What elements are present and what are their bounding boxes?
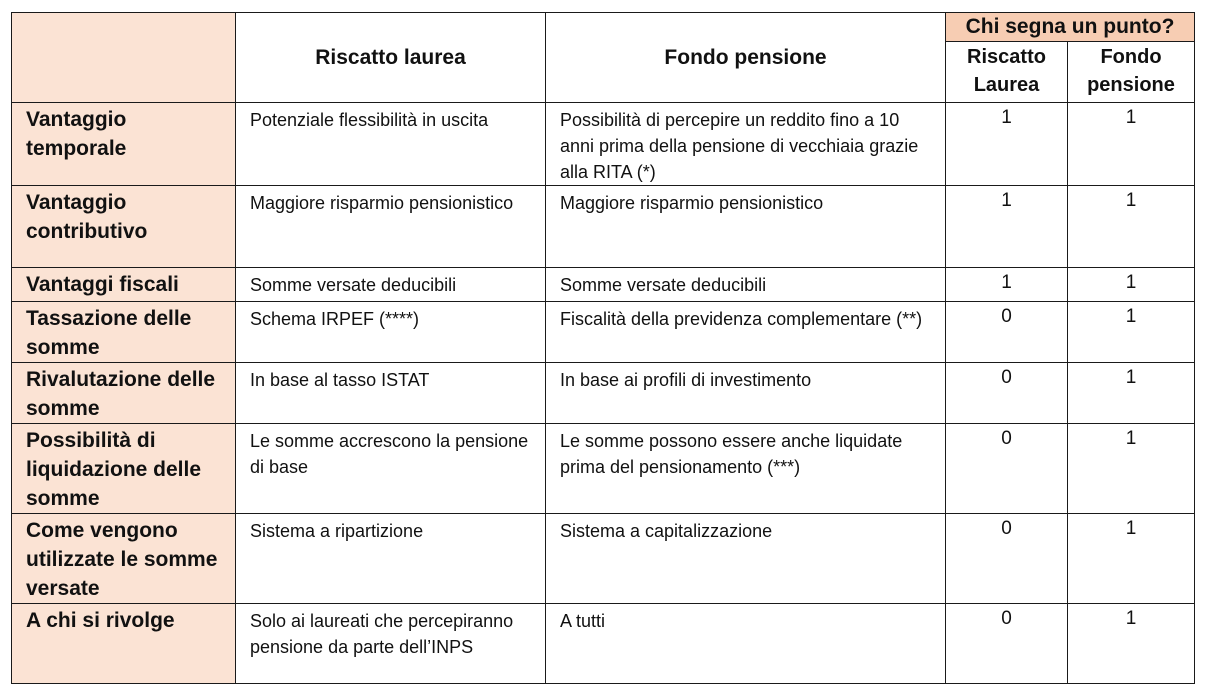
comparison-table	[11, 12, 1195, 684]
score-fondo: 1	[1068, 103, 1195, 186]
fondo-cell: Sistema a capitalizzazione	[546, 514, 946, 604]
table-row	[12, 514, 1195, 604]
fondo-cell: Fiscalità della previdenza complementare (**)	[546, 302, 946, 363]
score-riscatto: 0	[946, 302, 1068, 363]
riscatto-cell: Solo ai laureati che percepiranno pensione da parte dell’INPS	[236, 604, 546, 684]
score-riscatto: 0	[946, 424, 1068, 514]
riscatto-cell: Schema IRPEF (****)	[236, 302, 546, 363]
score-fondo: 1	[1068, 514, 1195, 604]
fondo-cell: In base ai profili di investimento	[546, 363, 946, 424]
header-fondo-pensione: Fondo pensione	[546, 13, 946, 103]
row-label: Vantaggio contributivo	[12, 186, 236, 268]
row-label: Rivalutazione delle somme	[12, 363, 236, 424]
riscatto-cell: Sistema a ripartizione	[236, 514, 546, 604]
riscatto-cell: In base al tasso ISTAT	[236, 363, 546, 424]
row-label: Vantaggio temporale	[12, 103, 236, 186]
fondo-cell: Maggiore risparmio pensionistico	[546, 186, 946, 268]
header-score-fondo: Fondo pensione	[1068, 42, 1195, 103]
riscatto-cell: Somme versate deducibili	[236, 268, 546, 302]
row-label: Tassazione delle somme	[12, 302, 236, 363]
row-label: Come vengono utilizzate le somme versate	[12, 514, 236, 604]
riscatto-cell: Potenziale flessibilità in uscita	[236, 103, 546, 186]
header-riscatto-laurea: Riscatto laurea	[236, 13, 546, 103]
fondo-cell: Possibilità di percepire un reddito fino a 10 anni prima della pensione di vecchiaia grazie alla RITA (*)	[546, 103, 946, 186]
score-riscatto: 1	[946, 186, 1068, 268]
riscatto-cell: Le somme accrescono la pensione di base	[236, 424, 546, 514]
table-row	[12, 604, 1195, 684]
score-fondo: 1	[1068, 424, 1195, 514]
score-fondo: 1	[1068, 363, 1195, 424]
score-fondo: 1	[1068, 604, 1195, 684]
score-riscatto: 0	[946, 604, 1068, 684]
score-riscatto: 1	[946, 103, 1068, 186]
row-label: Vantaggi fiscali	[12, 268, 236, 302]
table-row	[12, 268, 1195, 302]
table-row	[12, 186, 1195, 268]
riscatto-cell: Maggiore risparmio pensionistico	[236, 186, 546, 268]
table-row	[12, 103, 1195, 186]
score-fondo: 1	[1068, 302, 1195, 363]
score-riscatto: 0	[946, 363, 1068, 424]
fondo-cell: Somme versate deducibili	[546, 268, 946, 302]
fondo-cell: Le somme possono essere anche liquidate prima del pensionamento (***)	[546, 424, 946, 514]
row-label: Possibilità di liquidazione delle somme	[12, 424, 236, 514]
table-row	[12, 302, 1195, 363]
corner-cell	[12, 13, 236, 103]
header-score-riscatto: Riscatto Laurea	[946, 42, 1068, 103]
table-row	[12, 363, 1195, 424]
score-fondo: 1	[1068, 186, 1195, 268]
row-label: A chi si rivolge	[12, 604, 236, 684]
score-fondo: 1	[1068, 268, 1195, 302]
score-riscatto: 0	[946, 514, 1068, 604]
fondo-cell: A tutti	[546, 604, 946, 684]
table-row	[12, 424, 1195, 514]
score-riscatto: 1	[946, 268, 1068, 302]
header-score-group: Chi segna un punto?	[946, 13, 1195, 42]
